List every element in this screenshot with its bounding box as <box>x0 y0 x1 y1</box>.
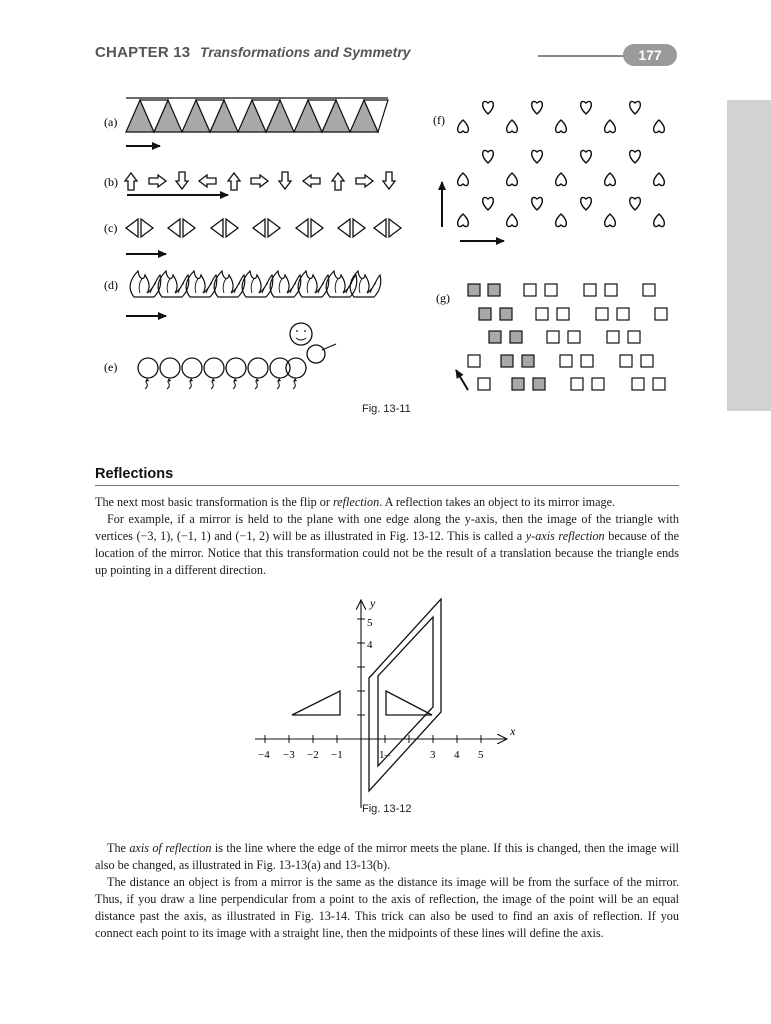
reflection-intro <box>95 494 679 579</box>
diagonal-arrow-g <box>456 370 468 390</box>
x-tick-neg-1: −1 <box>331 749 343 761</box>
balloon-caterpillar <box>138 323 336 389</box>
paragraph-1: The next most basic transformation is the flip or reflection. A reflection takes an object to its mirror image. <box>95 495 616 509</box>
figure-13-12-caption: Fig. 13-12 <box>362 803 412 815</box>
y-tick-4: 4 <box>367 639 373 651</box>
y-axis-label: y <box>370 596 376 610</box>
reflected-triangle <box>386 691 432 715</box>
paragraph-3: The axis of reflection is the line where the edge of the mirror meets the plane. If this is changed, then the image will also be changed, as illustrated in Fig. 13-13(a) and 13-13(b). <box>95 841 679 872</box>
label-g: (g) <box>436 291 450 305</box>
mirror-outer <box>369 599 441 791</box>
flame-pattern <box>130 271 381 297</box>
label-e: (e) <box>104 360 118 374</box>
x-tick-neg-2: −2 <box>307 749 319 761</box>
label-f: (f) <box>433 113 445 127</box>
zigzag-pattern <box>126 100 388 132</box>
x-tick-neg-4: −4 <box>258 749 270 761</box>
x-tick-5: 5 <box>478 749 484 761</box>
label-b: (b) <box>104 175 118 189</box>
page-number: 177 <box>623 44 677 66</box>
x-axis-label: x <box>510 724 516 738</box>
chapter-title: Transformations and Symmetry <box>200 44 411 60</box>
figure-13-11-caption: Fig. 13-11 <box>362 403 411 415</box>
figure-13-11 <box>0 0 771 445</box>
heart-lattice <box>458 101 665 226</box>
y-tick-5: 5 <box>367 617 373 629</box>
label-d: (d) <box>104 278 118 292</box>
label-c: (c) <box>104 221 118 235</box>
square-lattice <box>468 284 667 390</box>
figure-13-12 <box>0 590 771 815</box>
x-tick-3: 3 <box>430 749 436 761</box>
x-tick-1: 1– <box>379 749 390 761</box>
paragraph-4: The distance an object is from a mirror is the same as the distance its image will be from the surface of the mirror. Thus, if you draw a line perpendicular from a point to the axis of reflection, the image of the point will be an equal distance past the axis, as illustrated in Fig. 13-14. This trick can also be used to find an axis of reflection. If you connect each point to its image with a straight line, then the midpoints of these lines will define the axis. <box>95 875 679 940</box>
section-heading: Reflections <box>95 466 174 482</box>
paragraph-2: For example, if a mirror is held to the plane with one edge along the y-axis, then the image of the triangle with vertices (−3, 1), (−1, 1) and (−1, 2) will be as illustrated in Fig. 13-12. This is called a y-axis reflection because of the location of the mirror. Notice that this transformation could not be the result of a translation because the triangle ends up pointing in a different direction. <box>95 512 679 577</box>
section-rule <box>95 485 679 486</box>
chapter-label: CHAPTER 13 <box>95 44 191 61</box>
label-a: (a) <box>104 115 118 129</box>
x-tick-neg-3: −3 <box>283 749 295 761</box>
x-tick-4: 4 <box>454 749 460 761</box>
reflection-body <box>95 840 679 942</box>
triangle-pattern <box>126 219 401 237</box>
arrow-pattern <box>125 172 395 190</box>
original-triangle <box>292 691 340 715</box>
